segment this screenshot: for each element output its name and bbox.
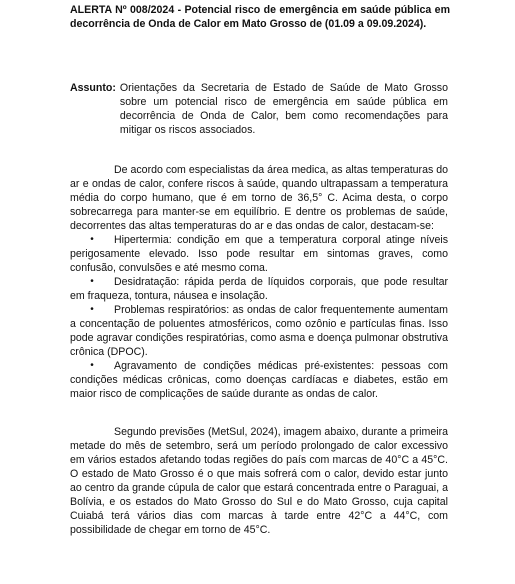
bullet-text: Desidratação: rápida perda de líquidos corporais, que pode resultar em fraqueza, tontura, náusea e insolação. <box>70 276 448 302</box>
list-item <box>70 233 448 275</box>
bullet-text: Problemas respiratórios: as ondas de calor frequentemente aumentam a concentação de poluentes atmosféricos, como ozônio e partículas finas. Isso pode agravar condições respiratórias, como asma e doença pulmonar obstrutiva crônica (DPOC). <box>70 304 448 358</box>
bullet-icon: • <box>90 360 94 371</box>
bullet-list <box>70 233 448 401</box>
subject-text: Orientações da Secretaria de Estado de Saúde de Mato Grosso sobre um potencial risco de emergência em saúde pública em decorrência de Onda de Calor, bem como recomendações para mitigar os riscos associados. <box>119 82 448 136</box>
bullet-icon: • <box>90 276 94 287</box>
alert-title: ALERTA Nº 008/2024 - Potencial risco de emergência em saúde pública em decorrência de Onda de Calor em Mato Grosso de (01.09 a 09.09.2024). <box>70 4 450 30</box>
list-item <box>70 359 448 401</box>
bullet-icon: • <box>90 304 94 315</box>
bullet-text: Agravamento de condições médicas pré-existentes: pessoas com condições médicas crônicas, como doenças cardíacas e diabetes, estão em maior risco de complicações de saúde durante as ondas de calor. <box>70 360 448 400</box>
list-item <box>70 275 448 303</box>
subject-block <box>70 81 448 137</box>
forecast-paragraph: Segundo previsões (MetSul, 2024), imagem abaixo, durante a primeira metade do mês de setembro, será um período prolongado de calor excessivo em vários estados afetando todas regiões do país com marcas de 40°C a 45°C. O estado de Mato Grosso é o que mais sofrerá com o calor, devido estar junto ao centro da grande cúpula de calor que estará concentrada entre o Paraguai, a Bolívia, e os estados do Mato Grosso do Sul e do Mato Grosso, cuja capital Cuiabá terá vários dias com marcas à tarde entre 42°C a 44°C, com possibilidade de chegar em torno de 45°C. <box>70 426 448 536</box>
bullet-text: Hipertermia: condição em que a temperatura corporal atinge níveis perigosamente elevado. Isso pode resultar em sintomas graves, como confusão, convulsões e até mesmo coma. <box>70 234 448 274</box>
list-item <box>70 303 448 359</box>
intro-paragraph: De acordo com especialistas da área medica, as altas temperaturas do ar e ondas de calor, confere riscos à saúde, quando ultrapassam a temperatura média do corpo humano, que é em torno de 36,5° C. Acima desta, o corpo sobrecarrega para manter-se em equilíbrio. E dentre os problemas de saúde, decorrentes das altas temperaturas do ar e das ondas de calor, destacam-se: <box>70 164 448 232</box>
subject-label: Assunto: <box>70 82 116 94</box>
bullet-icon: • <box>90 234 94 245</box>
